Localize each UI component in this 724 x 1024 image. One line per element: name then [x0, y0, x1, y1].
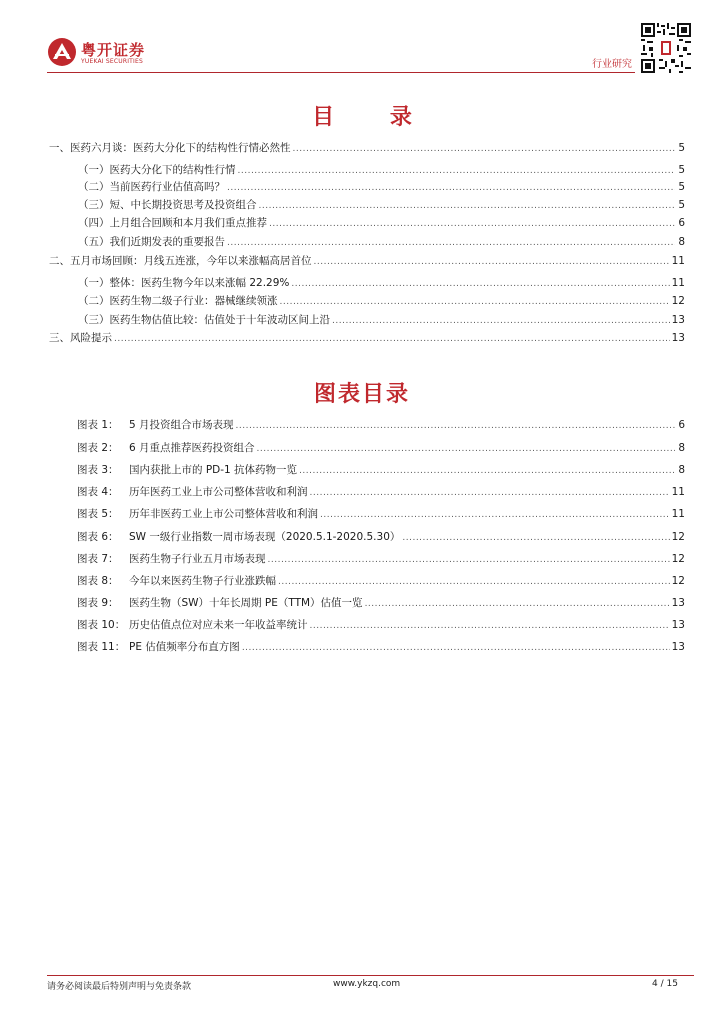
- toc-entry-text: 一、医药六月谈：医药大分化下的结构性行情必然性: [49, 142, 291, 154]
- leader-dots: [291, 277, 669, 291]
- toc-entry-text: （一）医药大分化下的结构性行情: [78, 164, 236, 176]
- leader-dots: [310, 486, 670, 500]
- figure-title: 历年非医药工业上市公司整体营收和利润: [129, 508, 318, 520]
- figure-title: 历年医药工业上市公司整体营收和利润: [129, 486, 308, 498]
- figure-label: 图表 11：: [77, 641, 126, 653]
- toc-entry[interactable]: [78, 276, 685, 291]
- footer-divider: [47, 975, 694, 976]
- toc-entry[interactable]: [49, 331, 685, 346]
- figure-entry[interactable]: [77, 463, 685, 478]
- figure-page: 11: [671, 508, 685, 520]
- leader-dots: [402, 531, 669, 545]
- figure-title: 历史估值点位对应未来一年收益率统计: [129, 619, 308, 631]
- figure-entry[interactable]: [77, 507, 685, 522]
- toc-entry-text: （一）整体：医药生物今年以来涨幅 22.29%: [78, 277, 290, 289]
- figure-label: 图表 6：: [77, 531, 119, 543]
- leader-dots: [269, 217, 675, 231]
- toc-entry[interactable]: [78, 216, 685, 231]
- figure-label: 图表 10：: [77, 619, 126, 631]
- toc-entry-page: 11: [671, 277, 685, 289]
- report-type-label: 行业研究: [592, 59, 632, 70]
- logo-english-name: YUEKAI SECURITIES: [81, 58, 144, 65]
- leader-dots: [293, 142, 676, 156]
- figure-title: 国内获批上市的 PD-1 抗体药物一览: [129, 464, 298, 476]
- leader-dots: [278, 575, 670, 589]
- footer-disclaimer: 请务必阅读最后特别声明与免责条款: [47, 982, 192, 992]
- toc-entry-text: （二）当前医药行业估值高吗？: [78, 181, 225, 193]
- company-logo-icon: [47, 37, 77, 67]
- figure-title: PE 估值频率分布直方图: [129, 641, 240, 653]
- toc-title: 目 录: [312, 105, 436, 130]
- figure-entry[interactable]: [77, 552, 685, 567]
- leader-dots: [259, 199, 676, 213]
- figure-label: 图表 1：: [77, 419, 119, 431]
- figure-label: 图表 4：: [77, 486, 119, 498]
- figure-label: 图表 8：: [77, 575, 119, 587]
- leader-dots: [299, 464, 675, 478]
- figure-entry[interactable]: [77, 574, 685, 589]
- figure-entry[interactable]: [77, 618, 685, 633]
- leader-dots: [310, 619, 670, 633]
- leader-dots: [227, 236, 675, 250]
- leader-dots: [236, 419, 675, 433]
- toc-entry[interactable]: [78, 294, 685, 309]
- toc-entry-text: （三）短、中长期投资思考及投资组合: [78, 199, 257, 211]
- leader-dots: [268, 553, 670, 567]
- figure-page: 11: [671, 486, 685, 498]
- leader-dots: [365, 597, 670, 611]
- toc-entry-page: 13: [671, 332, 685, 344]
- figure-page: 13: [671, 619, 685, 631]
- leader-dots: [227, 181, 675, 195]
- leader-dots: [114, 332, 670, 346]
- figure-page: 6: [678, 419, 685, 431]
- leader-dots: [314, 255, 670, 269]
- toc-entry-page: 5: [678, 142, 685, 154]
- figure-page: 12: [671, 553, 685, 565]
- toc-entry[interactable]: [78, 235, 685, 250]
- toc-entry-text: （四）上月组合回顾和本月我们重点推荐: [78, 217, 267, 229]
- footer-website-link[interactable]: www.ykzq.com: [333, 979, 401, 989]
- leader-dots: [280, 295, 670, 309]
- figure-page: 12: [671, 531, 685, 543]
- leader-dots: [242, 641, 670, 655]
- toc-entry[interactable]: [49, 254, 685, 269]
- toc-entry-text: （三）医药生物估值比较：估值处于十年波动区间上沿: [78, 314, 330, 326]
- toc-entry-page: 5: [678, 164, 685, 176]
- toc-entry[interactable]: [49, 141, 685, 156]
- logo-chinese-name: 粤开证券: [81, 41, 146, 59]
- figure-page: 12: [671, 575, 685, 587]
- toc-entry-text: （五）我们近期发表的重要报告: [78, 236, 225, 248]
- toc-entry-text: 二、五月市场回顾：月线五连涨，今年以来涨幅高居首位: [49, 255, 312, 267]
- toc-entry[interactable]: [78, 180, 685, 195]
- figure-entry[interactable]: [77, 596, 685, 611]
- leader-dots: [332, 314, 670, 328]
- header-divider: [47, 72, 635, 73]
- figure-title: 今年以来医药生物子行业涨跌幅: [129, 575, 276, 587]
- figure-title: 5 月投资组合市场表现: [129, 419, 234, 431]
- leader-dots: [257, 442, 675, 456]
- figure-label: 图表 9：: [77, 597, 119, 609]
- figure-entry[interactable]: [77, 418, 685, 433]
- figure-label: 图表 2：: [77, 442, 119, 454]
- figure-entry[interactable]: [77, 640, 685, 655]
- figure-entry[interactable]: [77, 441, 685, 456]
- toc-entry-page: 8: [678, 236, 685, 248]
- toc-entry[interactable]: [78, 198, 685, 213]
- figure-label: 图表 5：: [77, 508, 119, 520]
- figure-title: 6 月重点推荐医药投资组合: [129, 442, 255, 454]
- figure-title: 医药生物（SW）十年长周期 PE（TTM）估值一览: [129, 597, 363, 609]
- figure-title: 医药生物子行业五月市场表现: [129, 553, 266, 565]
- figure-page: 8: [678, 464, 685, 476]
- leader-dots: [238, 164, 676, 178]
- figure-page: 8: [678, 442, 685, 454]
- figure-title: SW 一级行业指数一周市场表现（2020.5.1-2020.5.30）: [129, 531, 401, 543]
- toc-entry[interactable]: [78, 313, 685, 328]
- toc-entry-page: 5: [678, 199, 685, 211]
- company-logo: [47, 37, 157, 71]
- toc-entry-text: （二）医药生物二级子行业：器械继续领涨: [78, 295, 278, 307]
- toc-entry[interactable]: [78, 163, 685, 178]
- toc-entry-page: 11: [671, 255, 685, 267]
- toc-entry-page: 6: [678, 217, 685, 229]
- toc-entry-page: 13: [671, 314, 685, 326]
- figure-page: 13: [671, 641, 685, 653]
- figure-page: 13: [671, 597, 685, 609]
- toc-entry-text: 三、风险提示: [49, 332, 112, 344]
- toc-entry-page: 12: [671, 295, 685, 307]
- figure-entry[interactable]: [77, 530, 685, 545]
- figure-label: 图表 7：: [77, 553, 119, 565]
- figure-entry[interactable]: [77, 485, 685, 500]
- figure-label: 图表 3：: [77, 464, 119, 476]
- toc-entry-page: 5: [678, 181, 685, 193]
- footer-page-number: 4 / 15: [652, 979, 678, 989]
- qr-code-icon: [641, 23, 691, 73]
- figures-title: 图表目录: [313, 382, 410, 407]
- leader-dots: [320, 508, 670, 522]
